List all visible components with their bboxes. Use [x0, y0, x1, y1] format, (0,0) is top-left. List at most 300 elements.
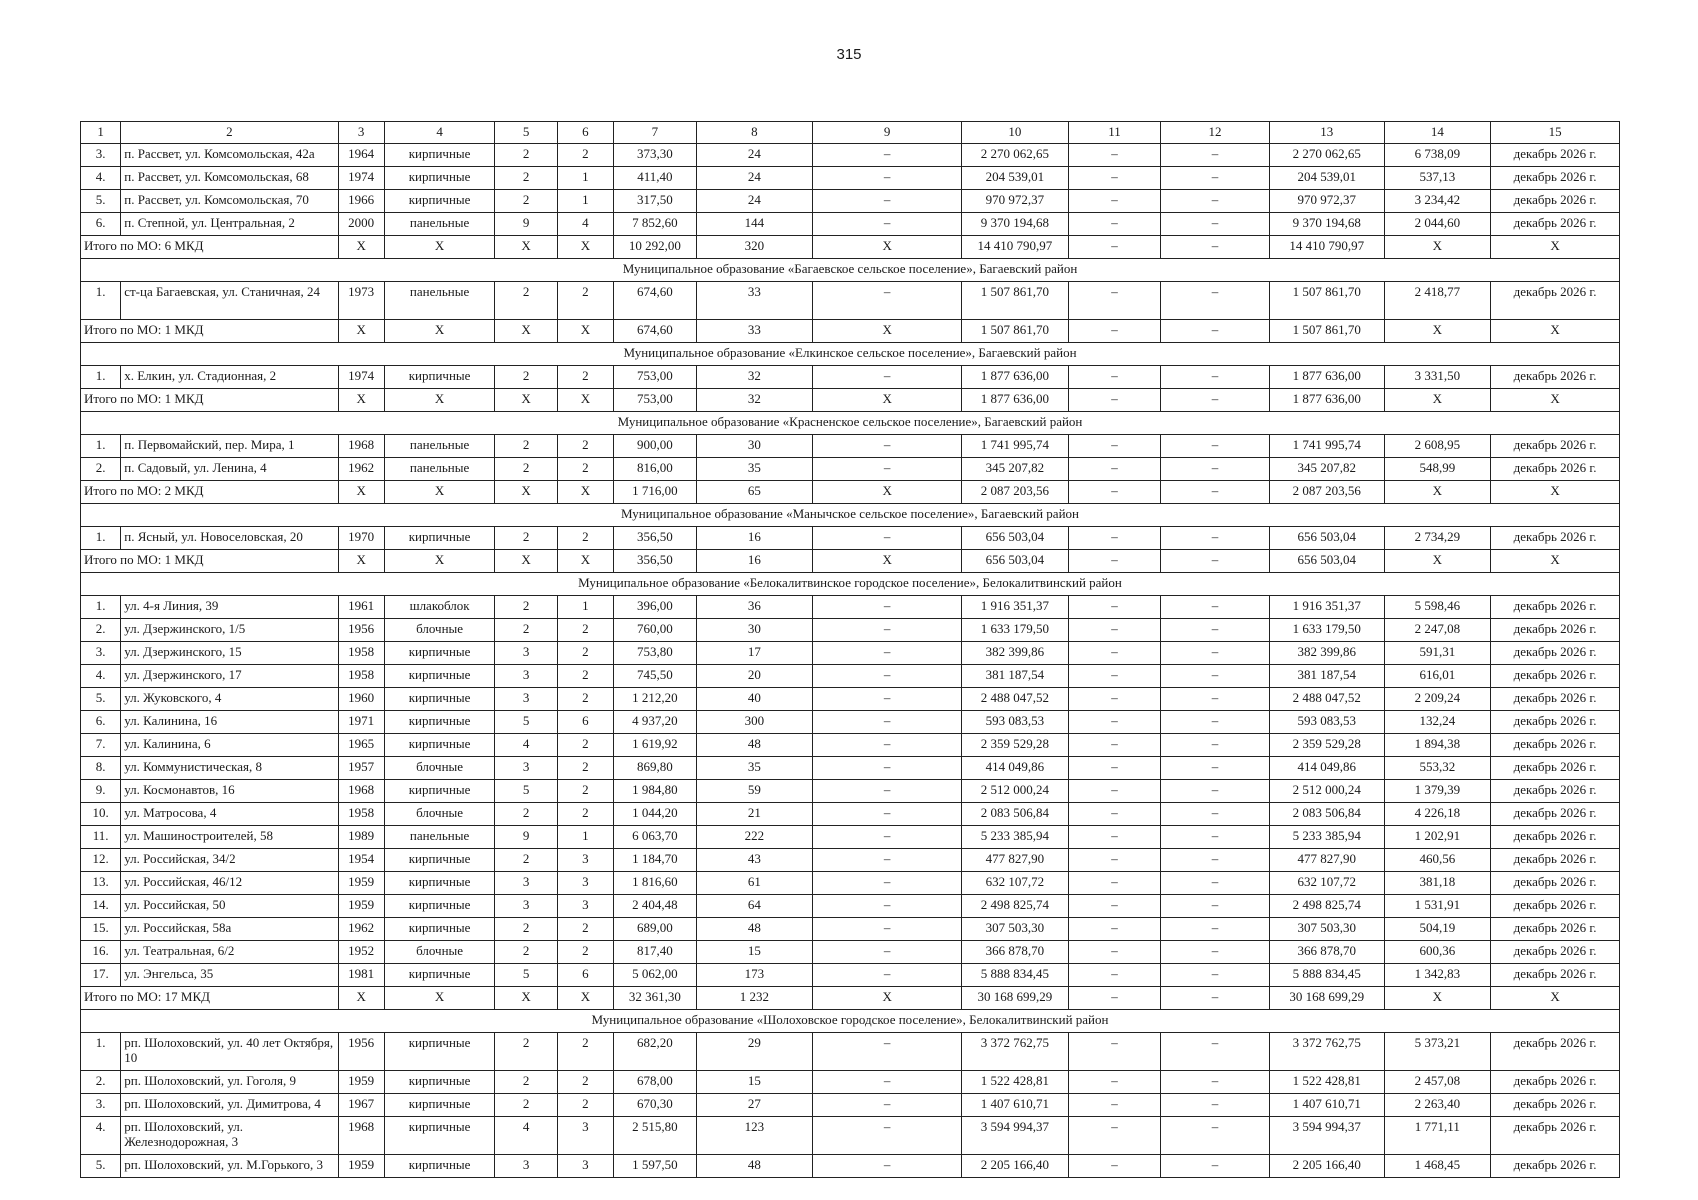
table-cell: 10.: [81, 803, 121, 826]
table-row: [81, 1071, 1620, 1094]
table-cell: 3: [557, 849, 613, 872]
table-cell: 2: [495, 282, 557, 320]
table-cell: –: [1161, 366, 1270, 389]
table-cell: 7 852,60: [614, 213, 696, 236]
table-cell: 2: [495, 167, 557, 190]
table-cell: 1 531,91: [1384, 895, 1491, 918]
total-cell: X: [338, 481, 384, 504]
table-cell: декабрь 2026 г.: [1491, 872, 1620, 895]
table-cell: –: [1161, 1117, 1270, 1155]
section-row: [81, 1010, 1620, 1033]
total-cell: 16: [696, 550, 813, 573]
table-cell: 1959: [338, 1071, 384, 1094]
total-cell: X: [1491, 481, 1620, 504]
table-row: [81, 458, 1620, 481]
table-cell: 1959: [338, 1155, 384, 1178]
table-cell: декабрь 2026 г.: [1491, 1155, 1620, 1178]
table-cell: декабрь 2026 г.: [1491, 435, 1620, 458]
total-cell: X: [1384, 236, 1491, 259]
table-cell: 4.: [81, 665, 121, 688]
table-cell: 745,50: [614, 665, 696, 688]
table-cell: 1968: [338, 1117, 384, 1155]
table-cell: –: [1161, 1033, 1270, 1071]
table-cell: 3.: [81, 1094, 121, 1117]
table-cell: 2 205 166,40: [1269, 1155, 1384, 1178]
address-cell: ул. Российская, 50: [121, 895, 338, 918]
table-cell: –: [1161, 872, 1270, 895]
table-cell: 1967: [338, 1094, 384, 1117]
table-cell: 36: [696, 596, 813, 619]
table-cell: 2: [557, 642, 613, 665]
total-cell: X: [1384, 550, 1491, 573]
address-cell: п. Рассвет, ул. Комсомольская, 70: [121, 190, 338, 213]
table-cell: декабрь 2026 г.: [1491, 642, 1620, 665]
section-title: Муниципальное образование «Елкинское сельское поселение», Багаевский район: [81, 343, 1620, 366]
total-cell: 32: [696, 389, 813, 412]
table-cell: 2 044,60: [1384, 213, 1491, 236]
table-cell: 6 738,09: [1384, 144, 1491, 167]
table-cell: 13.: [81, 872, 121, 895]
table-cell: –: [1068, 964, 1161, 987]
total-cell: 1 232: [696, 987, 813, 1010]
total-cell: –: [1068, 320, 1161, 343]
table-cell: 2: [557, 734, 613, 757]
address-cell: ул. Российская, 58а: [121, 918, 338, 941]
table-cell: –: [1161, 711, 1270, 734]
total-cell: 2 087 203,56: [962, 481, 1069, 504]
table-cell: –: [1068, 435, 1161, 458]
table-cell: декабрь 2026 г.: [1491, 282, 1620, 320]
total-cell: X: [557, 389, 613, 412]
table-cell: 5 598,46: [1384, 596, 1491, 619]
total-cell: 1 507 861,70: [962, 320, 1069, 343]
table-cell: 3: [495, 895, 557, 918]
address-cell: рп. Шолоховский, ул. Железнодорожная, 3: [121, 1117, 338, 1155]
table-cell: 2: [557, 1033, 613, 1071]
table-cell: 24: [696, 167, 813, 190]
table-cell: –: [1068, 167, 1161, 190]
header-row: [81, 122, 1620, 144]
table-cell: 2 359 529,28: [962, 734, 1069, 757]
table-cell: 24: [696, 144, 813, 167]
table-cell: 1962: [338, 918, 384, 941]
table-cell: 1 633 179,50: [1269, 619, 1384, 642]
table-cell: 3: [495, 757, 557, 780]
table-cell: 2.: [81, 458, 121, 481]
total-cell: X: [384, 236, 495, 259]
table-cell: 2 457,08: [1384, 1071, 1491, 1094]
total-cell: 753,00: [614, 389, 696, 412]
address-cell: ул. Дзержинского, 17: [121, 665, 338, 688]
table-cell: 460,56: [1384, 849, 1491, 872]
total-cell: X: [338, 550, 384, 573]
table-cell: 1981: [338, 964, 384, 987]
total-cell: 1 507 861,70: [1269, 320, 1384, 343]
total-cell: –: [1068, 550, 1161, 573]
table-cell: 3 234,42: [1384, 190, 1491, 213]
table-row: [81, 596, 1620, 619]
total-cell: –: [1161, 389, 1270, 412]
table-cell: –: [813, 1117, 962, 1155]
table-cell: 689,00: [614, 918, 696, 941]
address-cell: ул. Российская, 46/12: [121, 872, 338, 895]
table-cell: 2: [495, 918, 557, 941]
table-cell: 9.: [81, 780, 121, 803]
table-cell: –: [813, 190, 962, 213]
table-cell: –: [1161, 964, 1270, 987]
table-cell: 30: [696, 619, 813, 642]
table-cell: 1.: [81, 596, 121, 619]
table-cell: декабрь 2026 г.: [1491, 895, 1620, 918]
table-cell: 2 512 000,24: [1269, 780, 1384, 803]
table-cell: 1974: [338, 167, 384, 190]
section-title: Муниципальное образование «Шолоховское городское поселение», Белокалитвинский район: [81, 1010, 1620, 1033]
table-cell: декабрь 2026 г.: [1491, 596, 1620, 619]
table-cell: кирпичные: [384, 527, 495, 550]
total-cell: X: [384, 481, 495, 504]
table-body: [81, 122, 1620, 1178]
table-cell: 2.: [81, 1071, 121, 1094]
table-cell: –: [813, 282, 962, 320]
table-cell: 869,80: [614, 757, 696, 780]
total-cell: –: [1068, 236, 1161, 259]
table-cell: 5: [495, 711, 557, 734]
table-cell: 2 205 166,40: [962, 1155, 1069, 1178]
total-cell: X: [813, 481, 962, 504]
table-cell: кирпичные: [384, 918, 495, 941]
table-cell: 4: [495, 734, 557, 757]
header-cell: 9: [813, 122, 962, 144]
table-cell: –: [1161, 190, 1270, 213]
table-cell: 6: [557, 711, 613, 734]
table-cell: 2 263,40: [1384, 1094, 1491, 1117]
table-cell: –: [1068, 642, 1161, 665]
table-cell: 3 331,50: [1384, 366, 1491, 389]
table-cell: 2: [557, 366, 613, 389]
table-cell: –: [813, 366, 962, 389]
table-cell: 3: [557, 1155, 613, 1178]
table-cell: 548,99: [1384, 458, 1491, 481]
table-row: [81, 366, 1620, 389]
table-cell: 2 488 047,52: [962, 688, 1069, 711]
section-row: [81, 259, 1620, 282]
address-cell: ул. Космонавтов, 16: [121, 780, 338, 803]
table-cell: 670,30: [614, 1094, 696, 1117]
table-cell: декабрь 2026 г.: [1491, 1094, 1620, 1117]
total-row: [81, 236, 1620, 259]
table-row: [81, 1117, 1620, 1155]
table-cell: 1 407 610,71: [1269, 1094, 1384, 1117]
table-row: [81, 711, 1620, 734]
table-cell: 1954: [338, 849, 384, 872]
table-cell: 24: [696, 190, 813, 213]
table-cell: 1 984,80: [614, 780, 696, 803]
total-cell: –: [1161, 550, 1270, 573]
address-cell: ул. Дзержинского, 15: [121, 642, 338, 665]
table-cell: декабрь 2026 г.: [1491, 941, 1620, 964]
table-cell: кирпичные: [384, 1117, 495, 1155]
table-cell: 1958: [338, 642, 384, 665]
table-cell: 9 370 194,68: [962, 213, 1069, 236]
table-cell: –: [813, 213, 962, 236]
table-cell: 1970: [338, 527, 384, 550]
table-cell: 1 044,20: [614, 803, 696, 826]
table-cell: 5.: [81, 688, 121, 711]
table-cell: 3 594 994,37: [962, 1117, 1069, 1155]
address-cell: ул. 4-я Линия, 39: [121, 596, 338, 619]
total-cell: X: [557, 481, 613, 504]
table-cell: 30: [696, 435, 813, 458]
table-cell: –: [1068, 1071, 1161, 1094]
table-cell: 2: [495, 619, 557, 642]
total-cell: X: [813, 389, 962, 412]
table-cell: 43: [696, 849, 813, 872]
table-cell: 366 878,70: [1269, 941, 1384, 964]
table-cell: 132,24: [1384, 711, 1491, 734]
table-cell: 5 888 834,45: [1269, 964, 1384, 987]
table-cell: 2 270 062,65: [1269, 144, 1384, 167]
table-cell: 35: [696, 458, 813, 481]
table-cell: 1.: [81, 527, 121, 550]
table-cell: –: [813, 803, 962, 826]
total-cell: 14 410 790,97: [962, 236, 1069, 259]
total-cell: X: [1491, 987, 1620, 1010]
total-label: Итого по МО: 17 МКД: [81, 987, 339, 1010]
section-row: [81, 573, 1620, 596]
table-cell: –: [1068, 282, 1161, 320]
table-cell: 33: [696, 282, 813, 320]
table-cell: кирпичные: [384, 964, 495, 987]
table-cell: 1 379,39: [1384, 780, 1491, 803]
address-cell: п. Рассвет, ул. Комсомольская, 42а: [121, 144, 338, 167]
table-cell: панельные: [384, 826, 495, 849]
table-cell: 760,00: [614, 619, 696, 642]
table-cell: 2: [495, 458, 557, 481]
table-cell: 600,36: [1384, 941, 1491, 964]
table-cell: 5: [495, 964, 557, 987]
total-cell: 1 877 636,00: [1269, 389, 1384, 412]
table-cell: –: [1068, 872, 1161, 895]
table-cell: 2: [495, 1033, 557, 1071]
table-cell: 1959: [338, 872, 384, 895]
table-cell: –: [1161, 757, 1270, 780]
table-cell: –: [1161, 1071, 1270, 1094]
total-label: Итого по МО: 1 МКД: [81, 389, 339, 412]
table-cell: 1 619,92: [614, 734, 696, 757]
table-cell: –: [813, 1155, 962, 1178]
table-cell: 2: [495, 366, 557, 389]
table-cell: 2000: [338, 213, 384, 236]
table-cell: 1: [557, 167, 613, 190]
total-cell: –: [1161, 987, 1270, 1010]
table-cell: 6.: [81, 213, 121, 236]
table-cell: 2: [557, 918, 613, 941]
table-cell: –: [1161, 619, 1270, 642]
table-cell: 307 503,30: [1269, 918, 1384, 941]
table-cell: –: [1161, 527, 1270, 550]
table-cell: 3.: [81, 144, 121, 167]
table-cell: 3 372 762,75: [962, 1033, 1069, 1071]
table-cell: декабрь 2026 г.: [1491, 918, 1620, 941]
table-cell: декабрь 2026 г.: [1491, 213, 1620, 236]
table-cell: 317,50: [614, 190, 696, 213]
table-cell: 1.: [81, 282, 121, 320]
table-cell: декабрь 2026 г.: [1491, 757, 1620, 780]
table-cell: 2 498 825,74: [1269, 895, 1384, 918]
table-cell: 2 083 506,84: [962, 803, 1069, 826]
table-cell: 3: [495, 688, 557, 711]
table-cell: –: [1161, 167, 1270, 190]
total-cell: X: [1384, 320, 1491, 343]
table-row: [81, 213, 1620, 236]
table-cell: 2: [557, 144, 613, 167]
table-cell: 2: [557, 1094, 613, 1117]
total-cell: X: [1491, 320, 1620, 343]
total-cell: 30 168 699,29: [962, 987, 1069, 1010]
table-cell: 2.: [81, 619, 121, 642]
table-cell: –: [813, 144, 962, 167]
table-cell: кирпичные: [384, 711, 495, 734]
address-cell: ул. Дзержинского, 1/5: [121, 619, 338, 642]
table-cell: –: [813, 167, 962, 190]
total-cell: X: [338, 987, 384, 1010]
table-cell: –: [1068, 144, 1161, 167]
table-cell: –: [1068, 688, 1161, 711]
table-cell: 17.: [81, 964, 121, 987]
total-cell: 674,60: [614, 320, 696, 343]
total-label: Итого по МО: 1 МКД: [81, 550, 339, 573]
table-cell: –: [813, 665, 962, 688]
table-cell: 3: [495, 872, 557, 895]
table-row: [81, 190, 1620, 213]
housing-register-table: [80, 121, 1620, 1178]
header-cell: 6: [557, 122, 613, 144]
table-cell: 2: [557, 757, 613, 780]
address-cell: рп. Шолоховский, ул. Гоголя, 9: [121, 1071, 338, 1094]
table-cell: блочные: [384, 941, 495, 964]
total-cell: X: [338, 389, 384, 412]
total-cell: –: [1161, 236, 1270, 259]
table-row: [81, 895, 1620, 918]
table-cell: 414 049,86: [1269, 757, 1384, 780]
table-cell: 1 342,83: [1384, 964, 1491, 987]
table-cell: блочные: [384, 803, 495, 826]
table-cell: 123: [696, 1117, 813, 1155]
section-row: [81, 504, 1620, 527]
total-cell: X: [495, 481, 557, 504]
table-cell: –: [1068, 1094, 1161, 1117]
table-cell: 15.: [81, 918, 121, 941]
table-cell: кирпичные: [384, 780, 495, 803]
table-cell: 1: [557, 826, 613, 849]
table-cell: –: [1068, 780, 1161, 803]
table-cell: 591,31: [1384, 642, 1491, 665]
table-cell: 173: [696, 964, 813, 987]
address-cell: х. Елкин, ул. Стадионная, 2: [121, 366, 338, 389]
table-cell: –: [813, 872, 962, 895]
table-cell: 2: [557, 435, 613, 458]
table-cell: 5 233 385,94: [962, 826, 1069, 849]
table-row: [81, 964, 1620, 987]
table-cell: 1973: [338, 282, 384, 320]
table-cell: 2: [495, 803, 557, 826]
table-cell: декабрь 2026 г.: [1491, 190, 1620, 213]
table-row: [81, 1094, 1620, 1117]
table-cell: –: [1161, 1094, 1270, 1117]
table-cell: 6.: [81, 711, 121, 734]
table-cell: –: [813, 918, 962, 941]
table-cell: –: [813, 435, 962, 458]
total-cell: 2 087 203,56: [1269, 481, 1384, 504]
table-cell: 1 507 861,70: [1269, 282, 1384, 320]
table-cell: 1.: [81, 435, 121, 458]
table-cell: 537,13: [1384, 167, 1491, 190]
table-row: [81, 780, 1620, 803]
table-cell: 61: [696, 872, 813, 895]
table-cell: –: [813, 964, 962, 987]
table-cell: 381 187,54: [962, 665, 1069, 688]
total-cell: X: [338, 320, 384, 343]
table-cell: –: [1068, 711, 1161, 734]
table-cell: 1 468,45: [1384, 1155, 1491, 1178]
table-cell: 356,50: [614, 527, 696, 550]
header-cell: 5: [495, 122, 557, 144]
table-cell: –: [1068, 596, 1161, 619]
address-cell: ул. Машиностроителей, 58: [121, 826, 338, 849]
table-cell: кирпичные: [384, 1033, 495, 1071]
table-cell: 3 594 994,37: [1269, 1117, 1384, 1155]
address-cell: п. Ясный, ул. Новоселовская, 20: [121, 527, 338, 550]
table-cell: 3: [557, 895, 613, 918]
table-cell: 2 083 506,84: [1269, 803, 1384, 826]
table-cell: 1: [557, 190, 613, 213]
table-cell: 345 207,82: [962, 458, 1069, 481]
table-cell: –: [813, 458, 962, 481]
total-cell: X: [1384, 481, 1491, 504]
table-cell: –: [813, 1094, 962, 1117]
total-cell: X: [384, 320, 495, 343]
table-cell: 816,00: [614, 458, 696, 481]
table-cell: 1956: [338, 1033, 384, 1071]
total-cell: X: [495, 236, 557, 259]
table-cell: кирпичные: [384, 849, 495, 872]
address-cell: ул. Коммунистическая, 8: [121, 757, 338, 780]
table-cell: 12.: [81, 849, 121, 872]
total-label: Итого по МО: 2 МКД: [81, 481, 339, 504]
table-cell: декабрь 2026 г.: [1491, 144, 1620, 167]
address-cell: ул. Жуковского, 4: [121, 688, 338, 711]
table-cell: 29: [696, 1033, 813, 1071]
total-cell: X: [495, 389, 557, 412]
table-cell: 4 226,18: [1384, 803, 1491, 826]
table-row: [81, 642, 1620, 665]
table-cell: 5 233 385,94: [1269, 826, 1384, 849]
table-cell: 1974: [338, 366, 384, 389]
table-cell: 1961: [338, 596, 384, 619]
table-row: [81, 872, 1620, 895]
total-cell: 10 292,00: [614, 236, 696, 259]
table-cell: –: [1161, 435, 1270, 458]
table-cell: 16.: [81, 941, 121, 964]
table-cell: 682,20: [614, 1033, 696, 1071]
table-cell: –: [813, 826, 962, 849]
total-cell: X: [557, 987, 613, 1010]
header-cell: 10: [962, 122, 1069, 144]
table-cell: 27: [696, 1094, 813, 1117]
table-cell: –: [1068, 366, 1161, 389]
table-cell: декабрь 2026 г.: [1491, 711, 1620, 734]
header-cell: 3: [338, 122, 384, 144]
